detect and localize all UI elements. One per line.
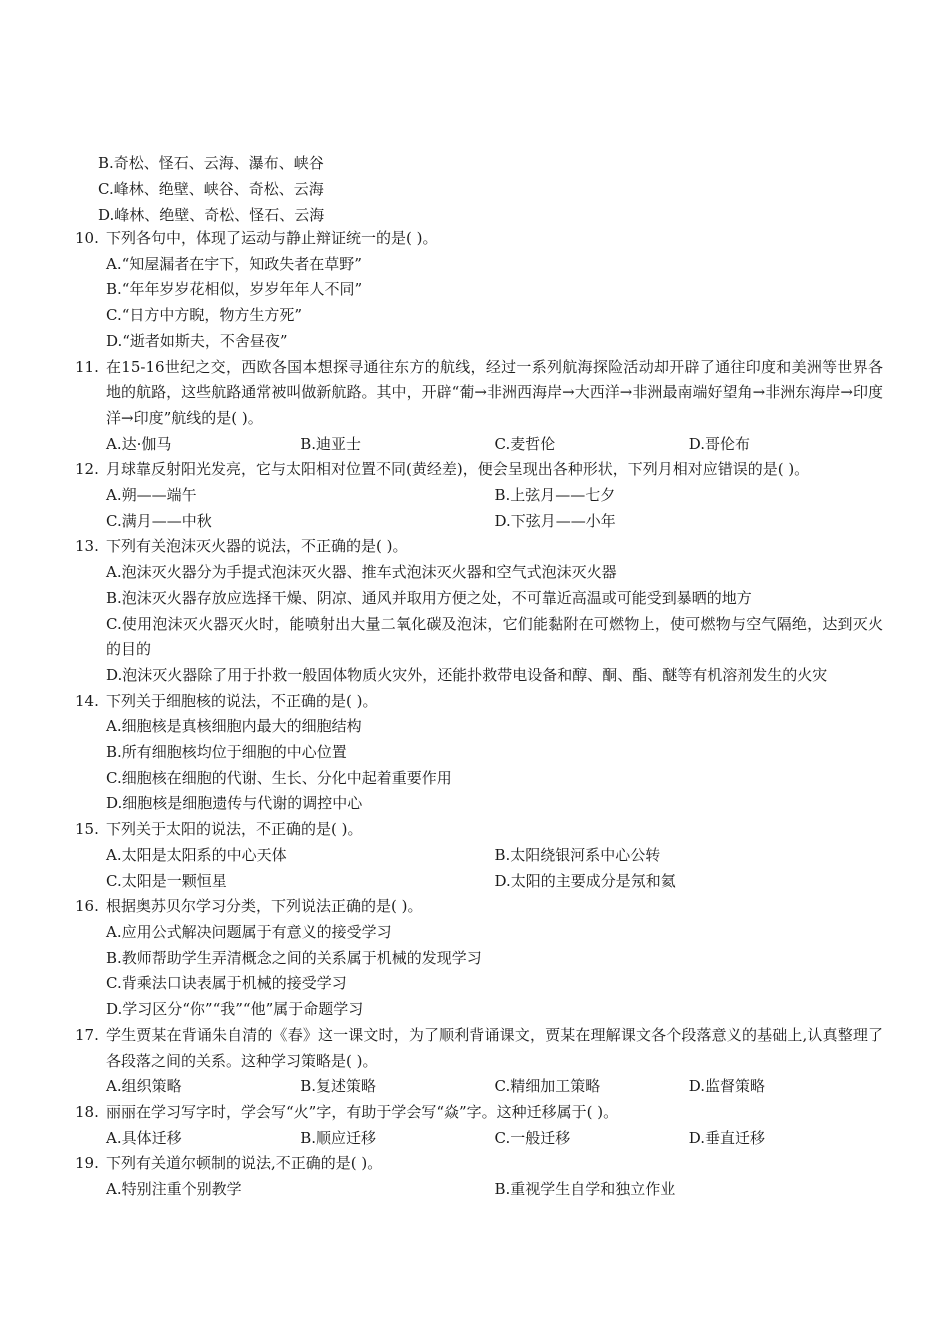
option-row (106, 869, 883, 895)
question-number: 12. (75, 460, 99, 479)
option-list (75, 1126, 883, 1152)
option-a: A.太阳是太阳系的中心天体 (106, 845, 287, 864)
option-row (106, 277, 883, 303)
option-d: D.垂直迁移 (688, 1128, 766, 1147)
question-number: 14. (75, 691, 99, 710)
option-c: C.细胞核在细胞的代谢、生长、分化中起着重要作用 (106, 768, 452, 787)
question-list (75, 226, 883, 1203)
option-row (106, 714, 883, 740)
question-number: 16. (75, 897, 99, 916)
question-15 (75, 817, 883, 894)
option-list (75, 483, 883, 534)
option-a: A.特别注重个别教学 (106, 1180, 242, 1199)
question-18 (75, 1100, 883, 1151)
option-b: B.教师帮助学生弄清概念之间的关系属于机械的发现学习 (106, 948, 482, 967)
option-list (75, 1177, 883, 1203)
option-list (75, 1074, 883, 1100)
question-stem (75, 689, 883, 715)
question-stem (75, 1151, 883, 1177)
question-stem (75, 534, 883, 560)
option-b: B.顺应迁移 (300, 1128, 377, 1147)
option-d: D.学习区分“你”“我”“他”属于命题学习 (106, 1000, 364, 1019)
option-c: C.精细加工策略 (494, 1077, 601, 1096)
option-row (106, 303, 883, 329)
option-row (106, 612, 883, 663)
question-number: 13. (75, 537, 99, 556)
option-a: A.达·伽马 (106, 434, 172, 453)
option-a: A.泡沫灭火器分为手提式泡沫灭火器、推车式泡沫灭火器和空气式泡沫灭火器 (106, 563, 617, 582)
carryover-options (98, 150, 888, 228)
option-a: A.组织策略 (106, 1077, 182, 1096)
option-d: D.监督策略 (688, 1077, 766, 1096)
question-stem (75, 817, 883, 843)
option-a: A.细胞核是真核细胞内最大的细胞结构 (106, 717, 362, 736)
option-row (106, 560, 883, 586)
option-row (106, 1126, 883, 1152)
option-a: A.“知屋漏者在宇下，知政失者在草野” (106, 254, 362, 273)
question-text: 根据奥苏贝尔学习分类，下列说法正确的是( )。 (106, 897, 423, 916)
question-number: 11. (75, 357, 99, 376)
option-a: A.朔——端午 (106, 486, 197, 505)
option-text: C.峰林、绝壁、峡谷、奇松、云海 (98, 180, 324, 198)
option-b: B.重视学生自学和独立作业 (494, 1180, 676, 1199)
question-12 (75, 457, 883, 534)
question-stem (75, 457, 883, 483)
option-d: D.细胞核是细胞遗传与代谢的调控中心 (106, 794, 363, 813)
option-d: D.“逝者如斯夫，不舍昼夜” (106, 331, 288, 350)
option-list (75, 560, 883, 689)
question-number: 15. (75, 820, 99, 839)
option-b: B.“年年岁岁花相似，岁岁年年人不同” (106, 280, 363, 299)
question-number: 17. (75, 1025, 99, 1044)
option-row (106, 586, 883, 612)
option-row (106, 740, 883, 766)
question-16 (75, 894, 883, 1023)
option-row (106, 1177, 883, 1203)
option-list (75, 843, 883, 894)
option-d: D.下弦月——小年 (494, 511, 616, 530)
option-c: C.满月——中秋 (106, 511, 212, 530)
option-b: B.复述策略 (300, 1077, 377, 1096)
option-a: A.具体迁移 (106, 1128, 182, 1147)
question-14 (75, 689, 883, 818)
option-text: B.奇松、怪石、云海、瀑布、峡谷 (98, 154, 324, 172)
question-stem (75, 1023, 883, 1074)
option-row (106, 432, 883, 458)
option-c: C.太阳是一颗恒星 (106, 871, 227, 890)
option-c: C.“日方中方睨，物方生方死” (106, 306, 303, 325)
question-text: 下列有关泡沫灭火器的说法，不正确的是( )。 (106, 537, 408, 556)
option-row (106, 791, 883, 817)
option-c: C.一般迁移 (494, 1128, 571, 1147)
question-stem (75, 355, 883, 432)
question-text: 下列关于太阳的说法，不正确的是( )。 (106, 820, 363, 839)
question-text: 下列各句中，体现了运动与静止辩证统一的是( )。 (106, 229, 438, 247)
question-text: 月球靠反射阳光发亮，它与太阳相对位置不同(黄经差)，便会呈现出各种形状，下列月相对应错误的是( )。 (106, 460, 810, 479)
question-number: 10. (75, 229, 99, 247)
question-number: 18. (75, 1102, 99, 1121)
option-d: D.哥伦布 (688, 434, 751, 453)
question-text: 下列有关道尔顿制的说法,不正确的是( )。 (106, 1154, 383, 1173)
question-text: 丽丽在学习写字时，学会写“火”字，有助于学会写“焱”字。这种迁移属于( )。 (106, 1102, 619, 1121)
option-row (106, 509, 883, 535)
question-13 (75, 534, 883, 688)
option-list (75, 432, 883, 458)
question-stem (75, 894, 883, 920)
question-19 (75, 1151, 883, 1202)
option-b: B.太阳绕银河系中心公转 (494, 845, 661, 864)
option-d: D.泡沫灭火器除了用于扑救一般固体物质火灾外，还能扑救带电设备和醇、酮、酯、醚等有机溶剂发生的火灾 (106, 665, 828, 684)
option-row (106, 663, 883, 689)
question-text: 学生贾某在背诵朱自清的《春》这一课文时，为了顺利背诵课文，贾某在理解课文各个段落意义的基础上,认真整理了各段落之间的关系。这种学习策略是( )。 (106, 1025, 883, 1070)
question-10 (75, 226, 883, 355)
option-row (106, 971, 883, 997)
question-stem (75, 1100, 883, 1126)
option-c: C.麦哲伦 (494, 434, 556, 453)
option-b: B.上弦月——七夕 (494, 486, 616, 505)
option-row (106, 920, 883, 946)
option-c: C.背乘法口诀表属于机械的接受学习 (106, 974, 347, 993)
option-row (106, 946, 883, 972)
option-row (106, 1074, 883, 1100)
option-b: B.迪亚士 (300, 434, 362, 453)
option-list (75, 714, 883, 817)
option-row (106, 766, 883, 792)
option-row (106, 329, 883, 355)
option-row (106, 997, 883, 1023)
question-text: 在15-16世纪之交，西欧各国本想探寻通往东方的航线，经过一系列航海探险活动却开辟了通往印度和美洲等世界各地的航路，这些航路通常被叫做新航路。其中，开辟“葡→非洲西海岸→大西洋→非洲最南端好望角→非洲东海岸→印度洋→印度”航线的是( )。 (106, 357, 883, 427)
option-b: B.所有细胞核均位于细胞的中心位置 (106, 743, 347, 762)
option-row (106, 483, 883, 509)
option-list (75, 252, 883, 355)
question-11 (75, 355, 883, 458)
question-text: 下列关于细胞核的说法，不正确的是( )。 (106, 691, 378, 710)
option-a: A.应用公式解决问题属于有意义的接受学习 (106, 922, 392, 941)
option-row (106, 252, 883, 278)
option-d: D.太阳的主要成分是氖和氦 (494, 871, 676, 890)
question-17 (75, 1023, 883, 1100)
option-text: D.峰林、绝壁、奇松、怪石、云海 (98, 206, 325, 224)
question-number: 19. (75, 1154, 99, 1173)
question-stem (75, 226, 883, 252)
option-b: B.泡沫灭火器存放应选择干燥、阴凉、通风并取用方便之处，不可靠近高温或可能受到暴晒的地方 (106, 588, 752, 607)
option-c: C.使用泡沫灭火器灭火时，能喷射出大量二氧化碳及泡沫，它们能黏附在可燃物上，使可燃物与空气隔绝，达到灭火的目的 (106, 614, 883, 659)
option-row (106, 843, 883, 869)
option-list (75, 920, 883, 1023)
